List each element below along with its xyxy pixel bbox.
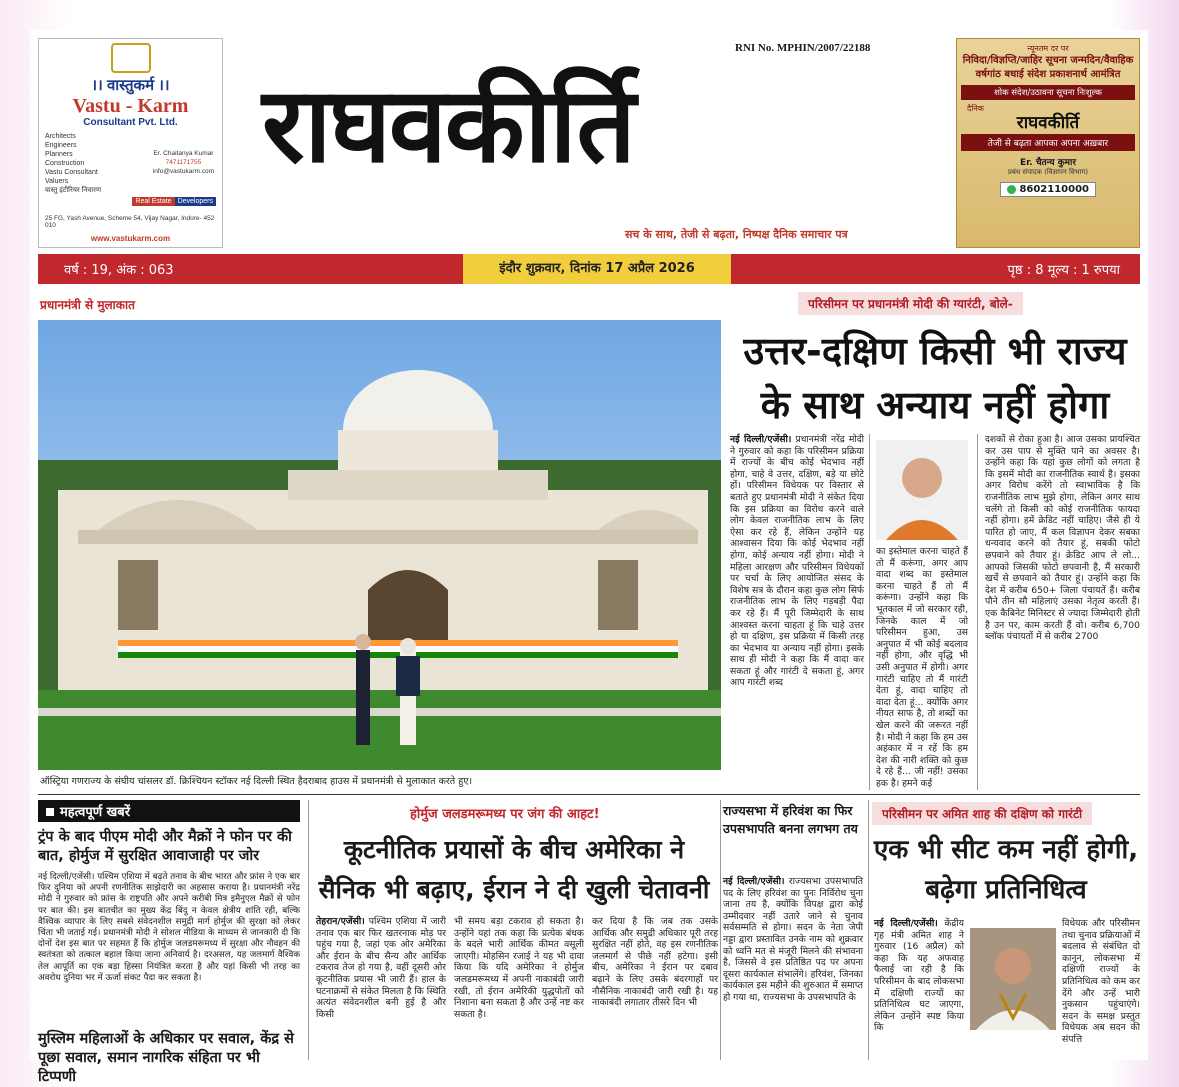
- hyderabad-house-illustration: [38, 320, 721, 770]
- lead-col1-text: प्रधानमंत्री नरेंद्र मोदी ने गुरुवार को कहा कि परिसीमन प्रक्रिया में राज्यों के बीच कोई भेदभाव नहीं होगा, चाहे वे उत्तर, दक्षिण, बड़े या छोटे हों। परिसीमन विधेयक पर विस्तार से बताते हुए प्रधानमंत्री मोदी ने संकेत दिया कि इस प्रक्रिया का विरोध करने वाले लोग केवल राजनीतिक लाभ के लिए ऐसा कर रहे हैं, लेकिन उन्होंने यह आश्वासन दिया कि कोई भेदभाव नहीं होगा, कोई अन्याय नहीं होगा। मोदी ने महिला आरक्षण और परिसीमन विधेयकों पर चर्चा के लिए आयोजित संसद के विशेष सत्र के दौरान कहा कुछ लोग सिर्फ राजनीतिक लाभ के लिए गड़बड़ी पैदा कर रहे हैं। मैं पूरी जिम्मेदारी के साथ आश्वस्त करना चाहता हूं कि चाहे उत्तर हो या दक्षिण, इस प्रक्रिया में किसी तरह का भेदभाव या अन्याय नहीं होगा। इसके साथ ही मोदी ने कहा कि मैं वादा कर सकता हूं और गारंटी दे सकता हूं, अगर आप गारंटी शब्द: [730, 434, 864, 689]
- important-news-label: [38, 800, 300, 822]
- column-divider: [868, 800, 869, 1060]
- column-divider: [720, 800, 721, 1060]
- ad-tags: [132, 197, 216, 206]
- ad-right-phone[interactable]: [1000, 182, 1096, 197]
- column-divider: [308, 800, 309, 1060]
- ad-service: Valuers: [45, 178, 69, 185]
- issue-number: वर्ष : 19, अंक : 063: [64, 263, 174, 278]
- ad-website-link[interactable]: www.vastukarm.com: [90, 234, 171, 243]
- iran-column-1: [316, 916, 446, 1060]
- lead-headline[interactable]: उत्तर-दक्षिण किसी भी राज्य के साथ अन्याय नहीं होगा: [743, 329, 1127, 427]
- photo-caption: ऑस्ट्रिया गणराज्य के संघीय चांसलर डॉ. क्रिश्चियन स्टॉकर नई दिल्ली स्थित हैदराबाद हाउस में प्रधानमंत्री से मुलाकात करते हुए।: [40, 776, 473, 787]
- ad-address: 25 FG, Yash Avenue, Scheme 54, Vijay Nagar, Indore- 452 010: [45, 215, 215, 229]
- ad-right-line1: न्यूनतम दर पर: [1027, 44, 1069, 53]
- ad-contact-email: info@vastukarm.com: [152, 168, 214, 175]
- newspaper-page: [30, 30, 1148, 1085]
- shah-col1-text: केंद्रीय गृह मंत्री अमित शाह ने गुरुवार (16 अप्रैल) को कहा कि यह अफवाह फैलाई जा रही है कि परिसीमन के बाद लोकसभा में दक्षिणी राज्यों का प्रतिनिधित्व घट जाएगा, लेकिन उन्होंने स्पष्ट किया कि: [874, 918, 964, 1034]
- ad-contact-phone: 7471171755: [165, 159, 202, 166]
- iran-column-2: भी समय बड़ा टकराव हो सकता है। उन्होंने यहां तक कहा कि प्रत्येक बंधक के बदले भारी आर्थिक कीमत वसूली जाएगी। मोहसिन रजाई ने यह भी दावा किया कि यदि अमेरिका ने होर्मुज जलडमरूमध्य में अपनी नाकाबंदी जारी रखी, तो ईरान अमेरिकी युद्धपोतों को निशाना बना सकता है और उन्हें नष्ट कर सकता है।: [454, 916, 584, 1020]
- ad-right-slogan: तेजी से बढ़ता आपका अपना अख़बार: [961, 134, 1135, 151]
- portrait-illustration: [876, 440, 968, 540]
- column-divider: [869, 434, 870, 790]
- ad-right-line2: निविदा/विज्ञप्ति/जाहिर सूचना जन्मदिन/वैवाहिक वर्षगांठ बधाई संदेश प्रकाशनार्थ आमंत्रित: [962, 55, 1134, 80]
- rni-number: RNI No. MPHIN/2007/22188: [735, 42, 871, 54]
- column-divider: [977, 434, 978, 790]
- ad-service: Engineers: [45, 142, 77, 149]
- ad-right-brand: राघवकीर्ति: [1016, 113, 1080, 133]
- ad-tag-developers: Developers: [175, 197, 216, 206]
- portrait-illustration: [970, 928, 1056, 1030]
- ad-service: Vastu Consultant: [45, 169, 98, 176]
- main-photo[interactable]: [38, 320, 721, 770]
- iran-kicker: होर्मुज जलडमरूमध्य पर जंग की आहट!: [410, 807, 600, 822]
- harivansh-dateline: नई दिल्ली/एजेंसी।: [723, 876, 785, 887]
- ad-right-contact-role: प्रबंध संपादक (विज्ञापन विभाग): [1007, 168, 1089, 176]
- iran-headline[interactable]: कूटनीतिक प्रयासों के बीच अमेरिका ने सैनिक भी बढ़ाए, ईरान ने दी खुली चेतावनी: [318, 835, 710, 904]
- important-body-1: नई दिल्ली/एजेंसी। पश्चिम एशिया में बढ़ते तनाव के बीच भारत और फ्रांस ने एक बार फिर दुनिया को अपनी रणनीतिक साझेदारी का अहसास कराया है। प्रधानमंत्री नरेंद्र मोदी ने गुरुवार को फ्रांस के राष्ट्रपति और अपने करीबी मित्र इमैनुएल मैक्रों से फोन पर बात की। इस बातचीत का मुख्य केंद्र बिंदु न केवल क्षेत्रीय शांति रही, बल्कि वैश्विक व्यापार के लिए सबसे संवेदनशील समुद्री मार्ग होर्मुज की सुरक्षा को लेकर चिंता भी जताई गई। प्रधानमंत्री मोदी ने सोशल मीडिया के माध्यम से जानकारी दी कि दोनों देश इस बात पर सहमत हैं कि होर्मुज जलडमरूमध्य में सुरक्षा और नौवहन की स्वतंत्रता को तत्काल बहाल किया जाना अनिवार्य है। दरअसल, यह जलमार्ग वैश्विक तेल आपूर्ति का एक बड़ा हिस्सा नियंत्रित करता है और यहां किसी भी तरह का अवरोध दुनिया भर में ऊर्जा संकट पैदा कर सकता है।: [38, 872, 300, 983]
- ad-company: Consultant Pvt. Ltd.: [83, 117, 178, 128]
- ad-brand-english: Vastu - Karm: [72, 95, 189, 117]
- ad-right-line4: दैनिक: [967, 104, 984, 113]
- important-headline-1[interactable]: ट्रंप के बाद पीएम मोदी और मैक्रों ने फोन पर की बात, होर्मुज में सुरक्षित आवाजाही पर जोर: [38, 829, 292, 864]
- ad-right-phone-number: 8602110000: [1019, 184, 1090, 195]
- amit-shah-portrait[interactable]: [970, 928, 1056, 1030]
- flag-row: [118, 640, 678, 658]
- pages-price: पृष्ठ : 8 मूल्य : 1 रुपया: [1007, 263, 1120, 278]
- ad-brand-hindi: ।। वास्तुकर्म ।।: [91, 77, 170, 94]
- shah-headline[interactable]: एक भी सीट कम नहीं होगी, बढ़ेगा प्रतिनिधित्व: [873, 835, 1139, 905]
- ad-contact: [153, 149, 214, 176]
- modi-portrait[interactable]: [876, 440, 968, 540]
- ad-tag-real-estate: Real Estate: [132, 197, 174, 206]
- square-bullet-icon: [46, 808, 54, 816]
- iran-dateline: तेहरान/एजेंसी।: [316, 916, 365, 927]
- ad-service: Planners: [45, 151, 73, 158]
- lead-dateline: नई दिल्ली/एजेंसी।: [730, 434, 792, 445]
- harivansh-body: [723, 876, 863, 1060]
- shah-column-1: [874, 918, 964, 1060]
- ad-service: Construction: [45, 160, 85, 167]
- vastu-karm-advertisement[interactable]: [38, 38, 223, 248]
- raghavkirti-advertisement[interactable]: [956, 38, 1140, 248]
- harivansh-headline[interactable]: राज्यसभा में हरिवंश का फिर उपसभापति बनना लगभग तय: [723, 803, 858, 836]
- photo-section-label: प्रधानमंत्री से मुलाकात: [40, 298, 135, 312]
- newspaper-title: राघवकीर्ति: [262, 64, 634, 186]
- lead-column-1: [730, 434, 864, 790]
- whatsapp-icon: [1007, 185, 1016, 194]
- ad-contact-name: Er. Chaitanya Kumar: [153, 150, 214, 157]
- shah-column-2: विधेयक और परिसीमन तथा चुनाव प्रक्रियाओं में बदलाव से संबंधित दो कानून, लोकसभा में दक्षिणी राज्यों के प्रतिनिधित्व को कम कर देंगे और उन्हें भारी नुकसान पहुंचाएंगे। सदन के समक्ष प्रस्तुत विधेयक अब सदन की संपत्ति: [1062, 918, 1140, 1045]
- important-headline-2[interactable]: मुस्लिम महिलाओं के अधिकार पर सवाल, केंद्र से पूछा सवाल, समान नागरिक संहिता पर भी टिप्पणी: [38, 1031, 294, 1085]
- newspaper-tagline: सच के साथ, तेजी से बढ़ता, निष्पक्ष दैनिक समाचार पत्र: [625, 228, 848, 241]
- issue-info-bar: [38, 254, 1140, 284]
- lead-kicker: परिसीमन पर प्रधानमंत्री मोदी की ग्यारंटी, बोले-: [798, 292, 1023, 315]
- lead-column-2: का इस्तेमाल करना चाहते हैं तो मैं करूंगा, अगर आप वादा शब्द का इस्तेमाल करना चाहते हैं तो मैं करूंगा। उन्होंने कहा कि भूतकाल में जो सरकार रही, जिनके काल में जो परिसीमन हुआ, उस अनुपात में भी कोई बदलाव नहीं होगा, और वृद्धि भी उसी अनुपात में होगी। अगर गारंटी चाहिए तो मैं गारंटी देता हूं, वादा चाहिए तो वादा देता हूं... क्योंकि अगर नीयत साफ है, तो शब्दों का खेल करने की जरूरत नहीं है। मोदी ने कहा कि हम उस अहंकार में न रहें कि हम देश की नारी शक्ति को कुछ दे रहे हैं... जी नहीं! उसका हक है। हमने कई: [876, 546, 968, 789]
- ad-service: वास्तु इंटीरियर निवारण: [45, 187, 102, 194]
- section-divider: [38, 794, 1140, 795]
- iran-col1-text: पश्चिम एशिया में जारी तनाव एक बार फिर खतरनाक मोड़ पर पहुंच गया है, जहां एक ओर अमेरिका और ईरान के बीच सैन्य और आर्थिक टकराव तेज हो गया है, वहीं दूसरी ओर कूटनीतिक प्रयास भी जारी हैं। हाल के घटनाक्रमों से संकेत मिलता है कि स्थिति अत्यंत संवेदनशील बनी हुई है और किसी: [316, 916, 446, 1020]
- issue-date: इंदौर शुक्रवार, दिनांक 17 अप्रैल 2026: [463, 254, 731, 284]
- vastu-karm-logo: [111, 43, 151, 73]
- ad-right-contact-name: Er. चैतन्य कुमार: [1019, 158, 1076, 168]
- shah-dateline: नई दिल्ली/एजेंसी।: [874, 918, 938, 929]
- ad-right-line3: शोक संदेश/उठावना सूचना निःशुल्क: [961, 85, 1135, 100]
- iran-column-3: कर दिया है कि जब तक उसके आर्थिक और समुद्री अधिकार पूरी तरह सुरक्षित नहीं होते, वह इस रणनीतिक जलमार्ग से पीछे नहीं हटेगा। इसी बीच, अमेरिका ने ईरान पर दबाव बढ़ाने के लिए उसके बंदरगाहों पर नौसैनिक नाकाबंदी जारी रखी है। यह नाकाबंदी लगातार तीसरे दिन भी: [592, 916, 718, 1009]
- shah-kicker: परिसीमन पर अमित शाह की दक्षिण को गारंटी: [872, 802, 1092, 825]
- lead-column-3: दशकों से रोका हुआ है। आज उसका प्रायश्चित कर उस पाप से मुक्ति पाने का अवसर है। उन्होंने कहा कि यहां कुछ लोगों को लगता है कि इसमें मोदी का राजनीतिक स्वार्थ है। इसका अगर विरोध करेंगे तो स्वाभाविक है कि राजनीतिक लाभ मुझे होगा, लेकिन अगर साथ चलेंगे तो किसी को कोई राजनीतिक फायदा नहीं होगा। हमें क्रेडिट नहीं चाहिए। जैसे ही ये पारित हो जाए, मैं कल विज्ञापन देकर सबका धन्यवाद करने को तैयार हूं, सबकी फोटो छपवाने को तैयार हूं। क्रेडिट आप ले लो... आपको जिसकी फोटो छपवानी है, मैं सरकारी खर्चे से छपवाने को तैयार हूं। उन्होंने कहा कि देश में करीब 650+ जिला पंचायतें हैं। करीब पौने तीन सौ महिलाएं उसका नेतृत्व करती हैं। एक कैबिनेट मिनिस्टर से ज्यादा जिम्मेदारी होती है उन पर, काम करती हैं वो। करीब 6,700 ब्लॉक पंचायतों में से करीब 2700: [985, 434, 1140, 643]
- ad-service: Architects: [45, 133, 76, 140]
- important-news-label-text: महत्वपूर्ण खबरें: [60, 805, 131, 820]
- harivansh-text: राज्यसभा उपसभापति पद के लिए हरिवंश का पुनः निर्विरोध चुना जाना तय है, क्योंकि विपक्ष द्वारा कोई उम्मीदवार नहीं उतारे जाने से चुनाव सर्वसम्मति से होगा। सदन के नेता जेपी नड्डा द्वारा प्रस्तावित उनके नाम को शुक्रवार को ध्वनि मत से मंजूरी मिलने की संभावना है, जिससे वे इस प्रतिष्ठित पद पर अपना दूसरा कार्यकाल संभालेंगे। हरिवंश, जिनका कार्यकाल इस महीने की शुरुआत में समाप्त हो गया था, राज्यसभा के उपसभापति के: [723, 876, 864, 1003]
